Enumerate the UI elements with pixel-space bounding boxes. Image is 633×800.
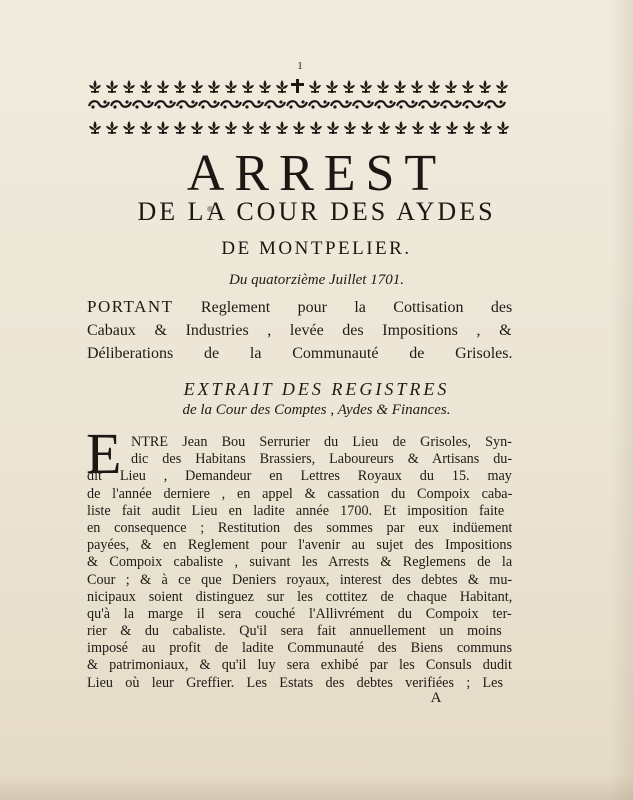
body-line: & Compoix cabaliste , suivant les Arrests & Reglemens de la: [87, 554, 513, 571]
body-line: rier & du cabaliste. Qu'il sera fait annuellement un moins: [87, 623, 502, 640]
body-line: qu'à la marge il sera couché l'Allivrément du Compoix ter-: [87, 605, 512, 622]
portant-line-1-text: Reglement pour la Cottisation des: [173, 299, 513, 316]
decree-date: Du quatorzième Juillet 1701.: [229, 272, 404, 288]
portant-line-1: [87, 295, 512, 319]
body-line: liste fait audit Lieu en ladite année 1700. Et imposition faite: [87, 502, 505, 519]
portant-line-2: Cabaux & Industries , levée des Impositions , &: [87, 322, 512, 339]
ornament-row-top: [89, 79, 508, 93]
title-cour-des-aydes: DE LA COUR DES AYDES: [137, 197, 496, 226]
body-line: dic des Habitans Brassiers, Laboureurs & Artisans du-: [131, 451, 513, 468]
ornament-row-middle: [89, 100, 505, 108]
page-bottom-shadow: [0, 774, 633, 800]
body-line: de l'année derniere , en appel & cassation du Compoix caba-: [87, 485, 513, 502]
portant-lead-word: PORTANT: [87, 297, 174, 316]
portant-line-3: Déliberations de la Communauté de Grisoles.: [87, 345, 513, 362]
ink-speck: [207, 206, 213, 212]
body-line: nicipaux soient distinguez sur les cottitez de chaque Habitant,: [87, 588, 513, 605]
folio-number: 1: [297, 60, 303, 72]
signature-mark: A: [430, 690, 442, 706]
body-line: en consequence ; Restitution des sommes par eux indüement: [87, 519, 513, 536]
body-line: payées, & en Reglement pour l'avenir au sujet des Impositions: [87, 537, 513, 554]
portant-summary: [87, 295, 512, 365]
body-paragraph: [87, 434, 512, 692]
fleuron-ornament-band: [87, 77, 510, 139]
page-edge-shadow: [611, 0, 633, 800]
title-montpelier: DE MONTPELIER.: [221, 238, 412, 259]
body-line: & patrimoniaux, & qu'il luy sera exhibé par les Consuls dudit: [87, 657, 512, 674]
body-line: Cour ; & à ce que Deniers royaux, interest des debtes & mu-: [87, 571, 513, 588]
title-arrest: ARREST: [186, 145, 447, 202]
body-line: dit Lieu , Demandeur en Lettres Royaux du 15. may: [87, 468, 512, 485]
cross-icon: [291, 79, 304, 93]
body-line: Lieu où leur Greffier. Les Estats des debtes verifiées ; Les: [87, 674, 503, 691]
body-line: imposé au profit de ladite Communauté des Biens communs: [87, 640, 513, 657]
ornament-row-bottom: [89, 121, 509, 134]
extrait-subheading: de la Cour des Comptes , Aydes & Finances.: [182, 402, 451, 418]
drop-cap: E: [86, 421, 122, 486]
body-line: NTRE Jean Bou Serrurier du Lieu de Grisoles, Syn-: [131, 434, 512, 450]
extrait-heading: EXTRAIT DES REGISTRES: [183, 379, 450, 399]
